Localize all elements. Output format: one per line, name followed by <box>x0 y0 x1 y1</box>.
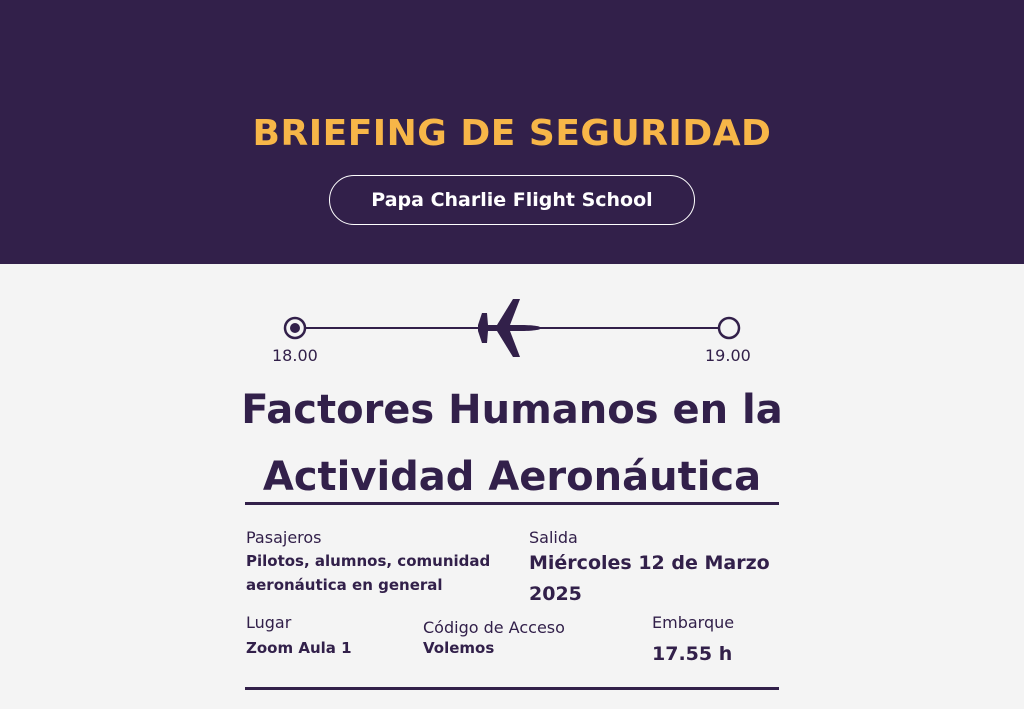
organizer-name: Papa Charlie Flight School <box>371 189 653 211</box>
event-type-heading: BRIEFING DE SEGURIDAD <box>252 113 772 154</box>
divider-top <box>245 502 779 505</box>
event-title-line-2: Actividad Aeronáutica <box>262 454 762 500</box>
lugar-label: Lugar <box>246 613 292 632</box>
divider-bottom <box>245 687 779 690</box>
pasajeros-value-line-1: Pilotos, alumnos, comunidad <box>246 552 491 570</box>
departure-time: 18.00 <box>272 346 318 365</box>
event-title-line-1: Factores Humanos en la <box>241 387 783 433</box>
airplane-icon <box>478 299 541 357</box>
pasajeros-value-line-2: aeronáutica en general <box>246 576 443 594</box>
embarque-label: Embarque <box>652 613 735 632</box>
destination-dot-icon <box>719 318 739 338</box>
organizer-pill <box>329 175 695 225</box>
pasajeros-label: Pasajeros <box>246 528 322 547</box>
salida-label: Salida <box>529 528 578 547</box>
lugar-value: Zoom Aula 1 <box>246 639 352 657</box>
salida-value-line-2: 2025 <box>529 583 582 605</box>
arrival-time: 19.00 <box>705 346 751 365</box>
origin-dot-icon <box>285 318 305 338</box>
header-banner <box>0 0 1024 264</box>
codigo-label: Código de Acceso <box>423 618 565 637</box>
embarque-value: 17.55 h <box>652 643 733 665</box>
codigo-value: Volemos <box>423 639 495 657</box>
salida-value-line-1: Miércoles 12 de Marzo <box>529 552 770 574</box>
